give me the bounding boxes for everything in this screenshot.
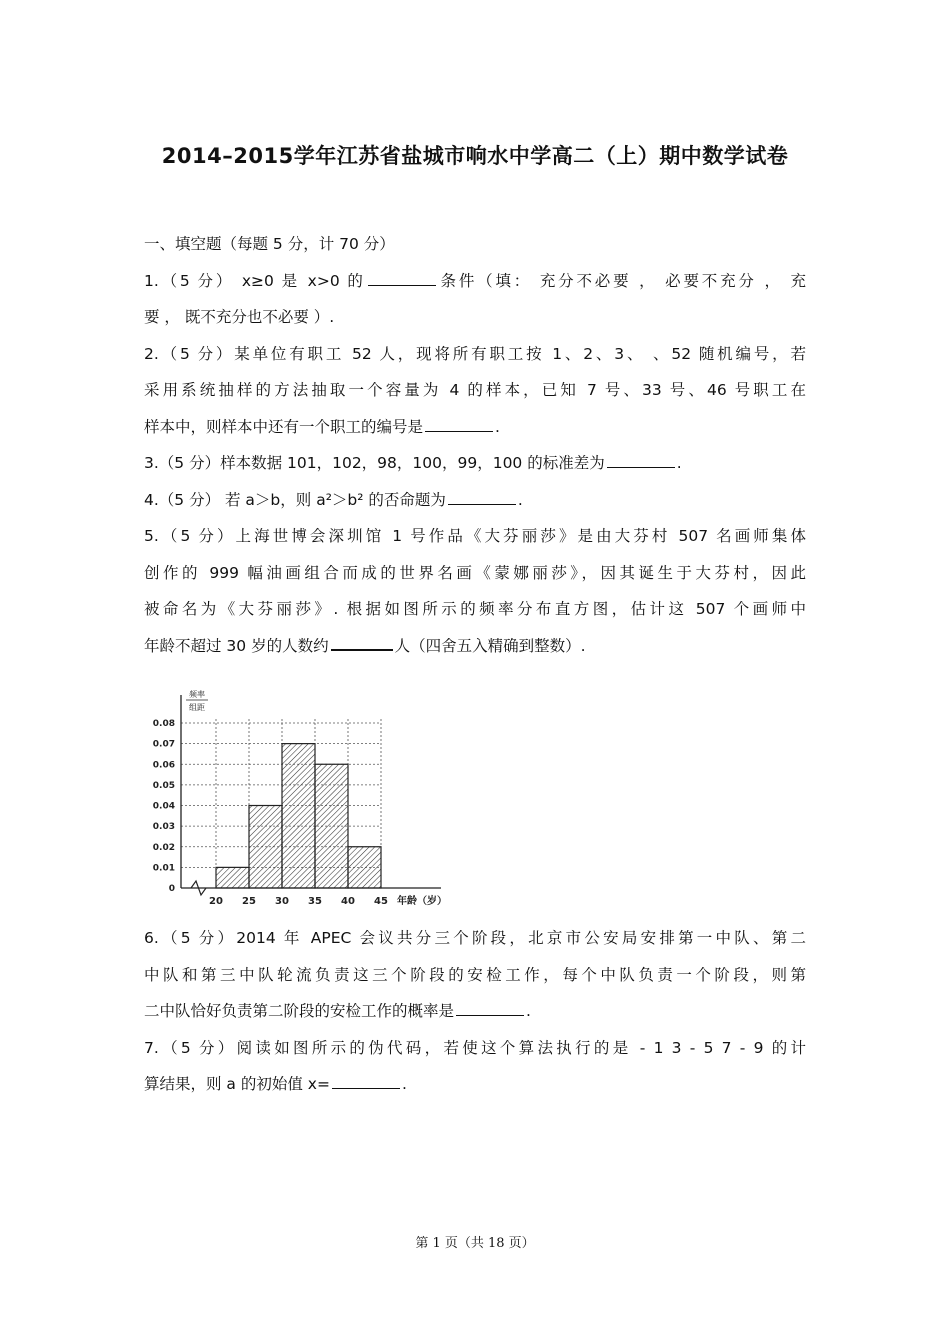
q4-text-b: .	[517, 490, 523, 509]
q7-text-b: .	[401, 1075, 407, 1093]
section-header: 一、填空题（每题 5 分，计 70 分）	[144, 235, 395, 253]
q1-line2: 要 ， 既不充分也不必要 ）.	[144, 308, 335, 326]
q2-line1: 2.（5 分）某单位有职工 52 人，现将所有职工按 1、2、3、 、52 随机编号，若	[144, 344, 806, 363]
page-title: 2014–2015学年江苏省盐城市响水中学高二（上）期中数学试卷	[161, 144, 789, 168]
histogram-bar	[249, 806, 282, 889]
q6-line2: 中队和第三中队轮流负责这三个阶段的安检工作，每个中队负责一个阶段，则第	[144, 965, 806, 984]
q5-answer-blank[interactable]	[331, 631, 393, 651]
q5-text-a: 年龄不超过 30 岁的人数约	[144, 636, 329, 655]
q3-text-a: 3.（5 分）样本数据 101，102，98，100，99，100 的标准差为	[144, 454, 605, 472]
question-section-2	[144, 920, 806, 1103]
q4-line1	[144, 482, 806, 519]
histogram-bar	[315, 764, 348, 888]
q2-line2: 采用系统抽样的方法抽取一个容量为 4 的样本，已知 7 号、33 号、46 号职工在	[144, 381, 806, 399]
q5-line1: 5.（5 分）上海世博会深圳馆 1 号作品《大芬丽莎》是由大芬村 507 名画师集体	[144, 527, 806, 545]
page-footer: 第 1 页（共 18 页）	[415, 1236, 535, 1251]
q5-line4	[144, 628, 806, 665]
x-tick-label: 20	[209, 896, 223, 907]
frequency-histogram	[148, 683, 448, 913]
y-tick-label: 0.01	[152, 863, 175, 874]
y-tick-label: 0.07	[152, 739, 175, 750]
y-tick-label: 0	[168, 884, 175, 894]
q1-answer-blank[interactable]	[368, 267, 436, 286]
q2-text-a: 样本中，则样本中还有一个职工的编号是	[144, 417, 424, 436]
x-tick-label: 40	[341, 896, 355, 907]
y-tick-label: 0.06	[152, 760, 175, 771]
x-tick-label: 25	[242, 896, 256, 907]
q4-answer-blank[interactable]	[448, 486, 516, 505]
y-tick-label: 0.02	[152, 842, 175, 853]
q2-line3	[144, 409, 806, 446]
q5-text-b: 人（四舍五入精确到整数）.	[394, 636, 586, 655]
q6-line3	[144, 993, 806, 1030]
q6-line1: 6.（5 分）2014 年 APEC 会议共分三个阶段，北京市公安局安排第一中队、第二	[144, 929, 806, 947]
q5-line2: 创作的 999 幅油画组合而成的世界名画《蒙娜丽莎》，因其诞生于大芬村，因此	[144, 563, 806, 582]
q1-text-b: 条件（填： 充分不必要 ， 必要不充分 ， 充	[437, 271, 806, 290]
y-axis-label-top: 频率	[189, 690, 205, 699]
histogram-bar	[282, 744, 315, 888]
x-axis-label: 年龄（岁）	[397, 896, 447, 907]
q6-answer-blank[interactable]	[456, 997, 524, 1016]
x-tick-label: 30	[275, 896, 289, 907]
q7-text-a: 算结果，则 a 的初始值 x=	[144, 1075, 330, 1093]
q7-line1: 7.（5 分）阅读如图所示的伪代码，若使这个算法执行的是 - 1 3 - 5 7 - 9 的计	[144, 1038, 806, 1057]
q1-text-a: 1.（5 分） x≥0 是 x>0 的	[144, 271, 366, 290]
q6-text-b: .	[526, 1002, 531, 1020]
y-axis-label-bottom: 组距	[189, 703, 205, 712]
histogram-bar	[348, 847, 381, 888]
q7-answer-blank[interactable]	[332, 1070, 400, 1089]
q3-line1	[144, 445, 806, 482]
q3-answer-blank[interactable]	[607, 449, 675, 468]
x-tick-label: 45	[374, 896, 388, 907]
q4-text-a: 4.（5 分） 若 a＞b，则 a²＞b² 的否命题为	[144, 490, 446, 509]
q2-answer-blank[interactable]	[425, 413, 493, 432]
q5-line3: 被命名为《大芬丽莎》. 根据如图所示的频率分布直方图，估计这 507 个画师中	[144, 600, 806, 618]
q1-line1	[144, 263, 806, 300]
y-tick-label: 0.03	[152, 822, 175, 833]
q7-line2	[144, 1066, 806, 1103]
q6-text-a: 二中队恰好负责第二阶段的安检工作的概率是	[144, 1002, 455, 1020]
histogram-bar	[216, 867, 249, 888]
y-tick-label: 0.05	[152, 780, 175, 791]
x-tick-label: 35	[308, 896, 322, 907]
q3-text-b: .	[676, 454, 682, 472]
y-tick-label: 0.08	[152, 719, 175, 729]
question-section	[144, 226, 806, 664]
y-tick-label: 0.04	[152, 801, 175, 812]
q2-text-b: .	[495, 417, 500, 436]
histogram-figure	[148, 683, 448, 913]
